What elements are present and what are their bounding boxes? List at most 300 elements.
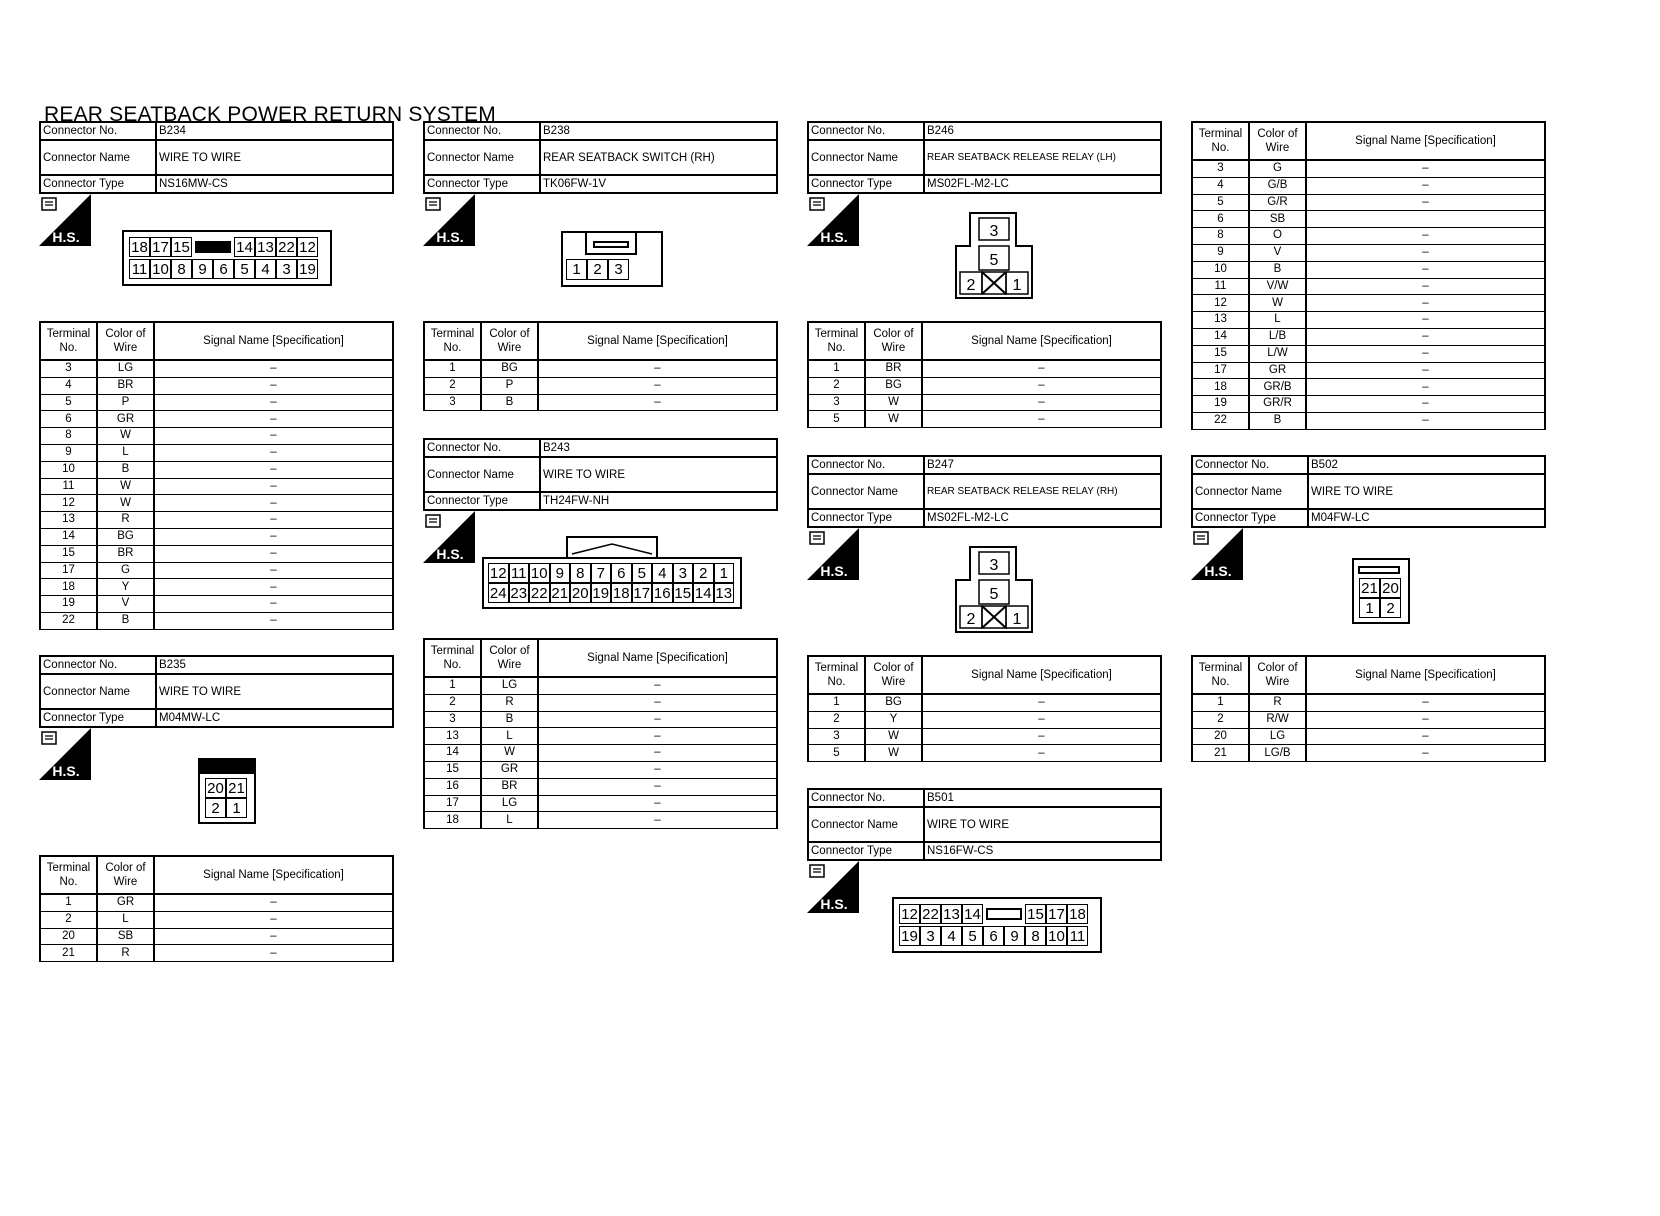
table-row — [1192, 278, 1545, 295]
label-connector-type: Connector Type — [40, 709, 156, 727]
table-row — [1192, 412, 1545, 429]
connector-info-b501 — [807, 788, 1162, 861]
wire-color-cell: V/W — [1249, 278, 1306, 295]
signal-cell: – — [1306, 261, 1545, 278]
connector-face-b502 — [1352, 558, 1410, 624]
signal-cell: – — [1306, 694, 1545, 711]
wire-color-cell: W — [1249, 295, 1306, 312]
signal-cell: – — [154, 428, 393, 445]
pin-cell: 5 — [234, 259, 255, 279]
table-row — [808, 745, 1161, 762]
terminal-table-b243 — [423, 638, 778, 829]
header-color-of-wire: Color of Wire — [97, 856, 154, 894]
signal-cell: – — [154, 911, 393, 928]
terminal-cell: 19 — [1192, 396, 1249, 413]
table-row — [40, 911, 393, 928]
wire-color-cell: V — [97, 596, 154, 613]
signal-cell: – — [538, 394, 777, 411]
terminal-cell: 6 — [40, 411, 97, 428]
signal-cell: – — [154, 411, 393, 428]
connector-info-b238 — [423, 121, 778, 194]
table-row — [1192, 694, 1545, 711]
connector-face-b246 — [954, 212, 1034, 300]
signal-cell: – — [154, 562, 393, 579]
table-row — [424, 360, 777, 377]
signal-cell: – — [154, 579, 393, 596]
signal-cell: – — [538, 778, 777, 795]
table-row — [1192, 362, 1545, 379]
signal-cell: – — [154, 512, 393, 529]
connector-face-b235 — [198, 758, 256, 824]
terminal-cell: 5 — [1192, 194, 1249, 211]
harness-side-icon — [807, 861, 859, 913]
page-title: REAR SEATBACK POWER RETURN SYSTEM — [44, 103, 496, 126]
wire-color-cell: L — [481, 728, 538, 745]
blank-cavity — [983, 904, 1025, 924]
table-row — [424, 677, 777, 694]
connector-no-value: B238 — [540, 122, 777, 140]
pin-cell: 1 — [714, 563, 735, 583]
terminal-cell: 21 — [1192, 745, 1249, 762]
terminal-table-b501 — [1191, 121, 1546, 430]
signal-cell: – — [1306, 396, 1545, 413]
connector-name-value: WIRE TO WIRE — [156, 674, 393, 709]
table-row — [1192, 711, 1545, 728]
pin-cell: 18 — [129, 237, 150, 257]
pin-cell: 6 — [611, 563, 632, 583]
signal-cell: – — [922, 377, 1161, 394]
pin-cell: 21 — [551, 584, 569, 602]
signal-cell: – — [1306, 295, 1545, 312]
table-row — [424, 394, 777, 411]
signal-cell: – — [538, 761, 777, 778]
header-color-of-wire: Color of Wire — [481, 639, 538, 677]
header-color-of-wire: Color of Wire — [1249, 656, 1306, 694]
terminal-cell: 1 — [808, 360, 865, 377]
label-connector-type: Connector Type — [40, 175, 156, 193]
signal-cell: – — [1306, 412, 1545, 429]
label-connector-no: Connector No. — [424, 122, 540, 140]
pin-cell: 14 — [694, 584, 712, 602]
signal-cell: – — [154, 612, 393, 629]
pin-cell: 12 — [899, 904, 920, 924]
label-connector-name: Connector Name — [424, 140, 540, 175]
terminal-table-b502 — [1191, 655, 1546, 762]
terminal-cell: 11 — [1192, 278, 1249, 295]
connector-info-b246 — [807, 121, 1162, 194]
header-signal-name: Signal Name [Specification] — [154, 856, 393, 894]
terminal-cell: 13 — [40, 512, 97, 529]
blank-cavity — [192, 237, 234, 257]
pin-cell: 2 — [693, 563, 714, 583]
pin-cell: 14 — [234, 237, 255, 257]
connector-type-value: M04MW-LC — [156, 709, 393, 727]
table-row — [40, 360, 393, 377]
terminal-cell: 6 — [1192, 211, 1249, 228]
wire-color-cell: B — [481, 394, 538, 411]
wire-color-cell: W — [97, 428, 154, 445]
pin-label: 3 — [989, 557, 999, 574]
terminal-cell: 2 — [424, 377, 481, 394]
pin-cell: 13 — [941, 904, 962, 924]
label-connector-type: Connector Type — [808, 175, 924, 193]
connector-name-value: WIRE TO WIRE — [540, 457, 777, 492]
signal-cell: – — [922, 745, 1161, 762]
connector-type-value: TH24FW-NH — [540, 492, 777, 510]
connector-no-value: B502 — [1308, 456, 1545, 474]
wire-color-cell: BG — [865, 377, 922, 394]
wire-color-cell: R — [97, 512, 154, 529]
pin-cell: 2 — [587, 259, 608, 280]
table-row — [1192, 328, 1545, 345]
table-row — [424, 694, 777, 711]
terminal-cell: 8 — [40, 428, 97, 445]
pin-cell: 1 — [566, 259, 587, 280]
table-row — [40, 428, 393, 445]
pin-cell: 14 — [962, 904, 983, 924]
pin-cell: 8 — [171, 259, 192, 279]
terminal-cell: 18 — [1192, 379, 1249, 396]
wire-color-cell: GR — [97, 894, 154, 911]
pin-cell: 6 — [213, 259, 234, 279]
table-row — [1192, 745, 1545, 762]
pin-cell: 19 — [592, 584, 610, 602]
terminal-cell: 17 — [40, 562, 97, 579]
terminal-cell: 3 — [424, 394, 481, 411]
terminal-cell: 12 — [1192, 295, 1249, 312]
table-row — [40, 562, 393, 579]
terminal-table-b246 — [807, 321, 1162, 428]
header-terminal-no: Terminal No. — [40, 856, 97, 894]
table-row — [808, 377, 1161, 394]
terminal-table-b238 — [423, 321, 778, 411]
terminal-cell: 21 — [40, 945, 97, 962]
wire-color-cell: GR — [481, 761, 538, 778]
signal-cell: – — [154, 928, 393, 945]
terminal-cell: 5 — [808, 745, 865, 762]
pin-cell: 19 — [899, 926, 920, 946]
signal-cell: – — [1306, 312, 1545, 329]
wire-color-cell: GR — [97, 411, 154, 428]
label-connector-type: Connector Type — [808, 842, 924, 860]
signal-cell: – — [1306, 160, 1545, 177]
terminal-cell: 4 — [1192, 177, 1249, 194]
connector-no-value: B235 — [156, 656, 393, 674]
connector-face-b247 — [954, 546, 1034, 634]
label-connector-name: Connector Name — [808, 807, 924, 842]
wire-color-cell: LG/B — [1249, 745, 1306, 762]
terminal-cell: 11 — [40, 478, 97, 495]
table-row — [1192, 194, 1545, 211]
table-row — [1192, 295, 1545, 312]
connector-type-value: MS02FL-M2-LC — [924, 175, 1161, 193]
connector-name-value: REAR SEATBACK RELEASE RELAY (RH) — [924, 474, 1161, 509]
terminal-table-b247 — [807, 655, 1162, 762]
header-terminal-no: Terminal No. — [1192, 122, 1249, 160]
pin-cell: 15 — [674, 584, 692, 602]
wire-color-cell: LG — [97, 360, 154, 377]
wire-color-cell: V — [1249, 244, 1306, 261]
terminal-cell: 17 — [1192, 362, 1249, 379]
header-color-of-wire: Color of Wire — [97, 322, 154, 360]
header-color-of-wire: Color of Wire — [865, 656, 922, 694]
connector-no-value: B247 — [924, 456, 1161, 474]
signal-cell: – — [1306, 362, 1545, 379]
wire-color-cell: L/B — [1249, 328, 1306, 345]
header-terminal-no: Terminal No. — [808, 656, 865, 694]
harness-side-icon — [423, 194, 475, 246]
wire-color-cell: G — [1249, 160, 1306, 177]
connector-name-value: REAR SEATBACK SWITCH (RH) — [540, 140, 777, 175]
pin-cell: 18 — [612, 584, 630, 602]
wire-color-cell: GR/B — [1249, 379, 1306, 396]
label-connector-type: Connector Type — [424, 175, 540, 193]
connector-no-value: B246 — [924, 122, 1161, 140]
pin-cell: 22 — [920, 904, 941, 924]
table-row — [808, 411, 1161, 428]
terminal-cell: 9 — [40, 444, 97, 461]
wire-color-cell: O — [1249, 228, 1306, 245]
pin-cell: 17 — [633, 584, 651, 602]
wire-color-cell: W — [865, 411, 922, 428]
signal-cell: – — [154, 596, 393, 613]
signal-cell: – — [1306, 177, 1545, 194]
wire-color-cell: G/R — [1249, 194, 1306, 211]
connector-info-b234 — [39, 121, 394, 194]
wire-color-cell: R — [97, 945, 154, 962]
header-color-of-wire: Color of Wire — [481, 322, 538, 360]
table-row — [40, 461, 393, 478]
wire-color-cell: W — [865, 394, 922, 411]
table-row — [1192, 177, 1545, 194]
table-row — [424, 728, 777, 745]
pin-cell: 11 — [129, 259, 150, 279]
signal-cell: – — [538, 795, 777, 812]
pin-cell: 19 — [297, 259, 318, 279]
pin-cell: 3 — [673, 563, 694, 583]
label-connector-no: Connector No. — [40, 122, 156, 140]
table-row — [808, 711, 1161, 728]
connector-info-b247 — [807, 455, 1162, 528]
wire-color-cell: BR — [97, 377, 154, 394]
terminal-cell: 20 — [40, 928, 97, 945]
signal-cell: – — [538, 745, 777, 762]
terminal-cell: 2 — [808, 377, 865, 394]
svg-text:H.S.: H.S. — [820, 563, 848, 579]
pin-cell: 24 — [489, 584, 507, 602]
header-signal-name: Signal Name [Specification] — [1306, 122, 1545, 160]
signal-cell: – — [1306, 194, 1545, 211]
terminal-cell: 18 — [40, 579, 97, 596]
terminal-cell: 4 — [40, 377, 97, 394]
table-row — [40, 612, 393, 629]
wire-color-cell: GR — [1249, 362, 1306, 379]
header-terminal-no: Terminal No. — [40, 322, 97, 360]
connector-name-value: WIRE TO WIRE — [924, 807, 1161, 842]
pin-cell: 18 — [1067, 904, 1088, 924]
pin-label: 5 — [989, 586, 999, 603]
terminal-cell: 5 — [40, 394, 97, 411]
wire-color-cell: R — [1249, 694, 1306, 711]
signal-cell: – — [154, 394, 393, 411]
table-row — [40, 394, 393, 411]
label-connector-no: Connector No. — [1192, 456, 1308, 474]
signal-cell: – — [1306, 228, 1545, 245]
harness-side-icon — [807, 528, 859, 580]
wire-color-cell: BR — [481, 778, 538, 795]
signal-cell: – — [154, 495, 393, 512]
wire-color-cell: LG — [481, 795, 538, 812]
pin-cell: 23 — [510, 584, 528, 602]
signal-cell: – — [1306, 711, 1545, 728]
signal-cell: – — [538, 711, 777, 728]
terminal-cell: 14 — [424, 745, 481, 762]
pin-cell: 10 — [150, 259, 171, 279]
pin-cell: 9 — [1004, 926, 1025, 946]
pin-cell: 5 — [632, 563, 653, 583]
connector-info-b235 — [39, 655, 394, 728]
pin-cell: 20 — [571, 584, 589, 602]
header-terminal-no: Terminal No. — [424, 639, 481, 677]
pin-cell: 17 — [1046, 904, 1067, 924]
terminal-cell: 15 — [424, 761, 481, 778]
signal-cell: – — [922, 411, 1161, 428]
table-row — [424, 795, 777, 812]
terminal-cell: 2 — [424, 694, 481, 711]
table-row — [1192, 379, 1545, 396]
table-row — [40, 444, 393, 461]
pin-cell: 1 — [226, 798, 247, 818]
signal-cell: – — [922, 728, 1161, 745]
terminal-cell: 1 — [40, 894, 97, 911]
wire-color-cell: BG — [97, 528, 154, 545]
wire-color-cell: W — [865, 728, 922, 745]
terminal-cell: 1 — [424, 677, 481, 694]
pin-cell: 2 — [1380, 598, 1401, 618]
header-signal-name: Signal Name [Specification] — [922, 322, 1161, 360]
signal-cell: – — [1306, 244, 1545, 261]
pin-label: 3 — [989, 223, 999, 240]
pin-cell: 8 — [570, 563, 591, 583]
connector-name-value: WIRE TO WIRE — [156, 140, 393, 175]
table-row — [1192, 728, 1545, 745]
table-row — [40, 928, 393, 945]
label-connector-name: Connector Name — [424, 457, 540, 492]
connector-type-value: M04FW-LC — [1308, 509, 1545, 527]
table-row — [40, 894, 393, 911]
pin-cell: 13 — [255, 237, 276, 257]
signal-cell: – — [154, 545, 393, 562]
signal-cell: – — [538, 694, 777, 711]
table-row — [1192, 244, 1545, 261]
terminal-table-b235 — [39, 855, 394, 962]
signal-cell: – — [538, 377, 777, 394]
wire-color-cell: L — [1249, 312, 1306, 329]
header-signal-name: Signal Name [Specification] — [154, 322, 393, 360]
wire-color-cell: L — [97, 444, 154, 461]
terminal-cell: 3 — [808, 394, 865, 411]
harness-side-icon — [1191, 528, 1243, 580]
pin-cell: 22 — [530, 584, 548, 602]
pin-cell: 9 — [550, 563, 571, 583]
pin-cell: 5 — [962, 926, 983, 946]
svg-text:H.S.: H.S. — [52, 763, 80, 779]
pin-cell: 3 — [920, 926, 941, 946]
table-row — [424, 377, 777, 394]
header-terminal-no: Terminal No. — [424, 322, 481, 360]
label-connector-name: Connector Name — [808, 474, 924, 509]
label-connector-no: Connector No. — [808, 456, 924, 474]
pin-cell: 2 — [205, 798, 226, 818]
label-connector-type: Connector Type — [1192, 509, 1308, 527]
hs-label: H.S. — [52, 229, 80, 245]
signal-cell: – — [538, 812, 777, 829]
pin-label: 2 — [966, 611, 976, 628]
signal-cell: – — [154, 528, 393, 545]
terminal-cell: 2 — [1192, 711, 1249, 728]
wire-color-cell: G — [97, 562, 154, 579]
svg-text:H.S.: H.S. — [1204, 563, 1232, 579]
signal-cell: – — [922, 360, 1161, 377]
wire-color-cell: Y — [865, 711, 922, 728]
terminal-cell: 22 — [1192, 412, 1249, 429]
pin-cell: 11 — [1067, 926, 1088, 946]
wire-color-cell: B — [1249, 261, 1306, 278]
harness-side-icon — [423, 511, 475, 563]
signal-cell: – — [1306, 278, 1545, 295]
pin-cell: 17 — [150, 237, 171, 257]
pin-cell: 4 — [941, 926, 962, 946]
wire-color-cell: LG — [1249, 728, 1306, 745]
table-row — [1192, 312, 1545, 329]
pin-cell: 6 — [983, 926, 1004, 946]
pin-cell: 15 — [1025, 904, 1046, 924]
terminal-cell: 20 — [1192, 728, 1249, 745]
signal-cell: – — [922, 394, 1161, 411]
connector-type-value: MS02FL-M2-LC — [924, 509, 1161, 527]
terminal-cell: 18 — [424, 812, 481, 829]
table-row — [1192, 160, 1545, 177]
pin-cell: 10 — [1046, 926, 1067, 946]
wire-color-cell: W — [865, 745, 922, 762]
terminal-cell: 16 — [424, 778, 481, 795]
table-row — [424, 745, 777, 762]
terminal-cell: 14 — [40, 528, 97, 545]
table-row — [424, 778, 777, 795]
table-row — [40, 377, 393, 394]
wire-color-cell: BR — [97, 545, 154, 562]
svg-text:H.S.: H.S. — [820, 896, 848, 912]
label-connector-no: Connector No. — [424, 439, 540, 457]
signal-cell: – — [922, 694, 1161, 711]
wire-color-cell: L — [97, 911, 154, 928]
signal-cell: – — [1306, 328, 1545, 345]
signal-cell: – — [1306, 728, 1545, 745]
table-row — [1192, 261, 1545, 278]
signal-cell: – — [154, 360, 393, 377]
signal-cell: – — [154, 461, 393, 478]
wire-color-cell: B — [481, 711, 538, 728]
table-row — [40, 512, 393, 529]
terminal-cell: 3 — [40, 360, 97, 377]
terminal-cell: 13 — [424, 728, 481, 745]
terminal-cell: 1 — [424, 360, 481, 377]
wire-color-cell: SB — [1249, 211, 1306, 228]
pin-cell: 10 — [530, 564, 548, 582]
svg-text:H.S.: H.S. — [436, 229, 464, 245]
label-connector-type: Connector Type — [808, 509, 924, 527]
pin-label: 1 — [1012, 611, 1022, 628]
